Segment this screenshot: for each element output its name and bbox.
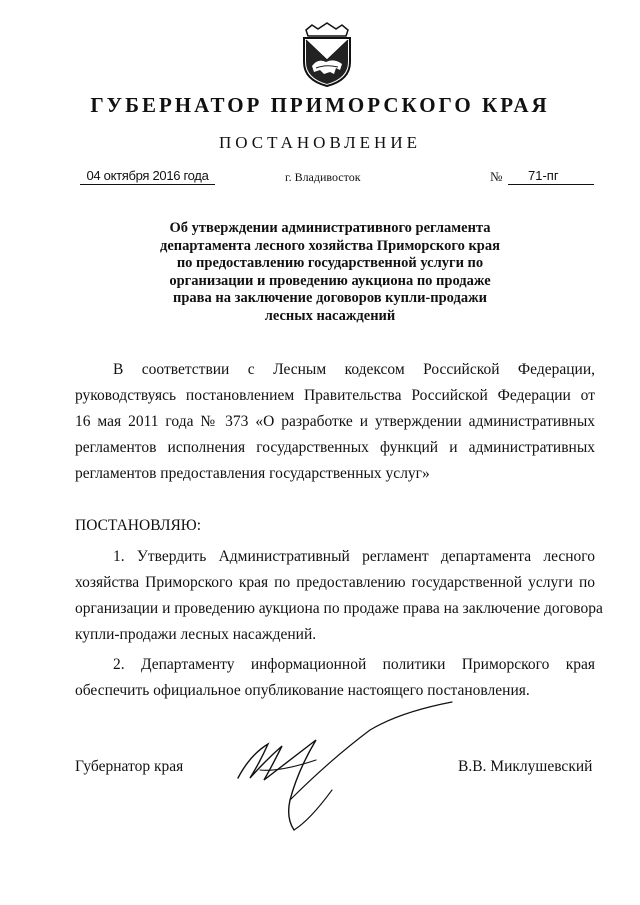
item-2-paragraph [75,652,595,704]
heading-line: права на заключение договоров купли-продажи [173,290,487,306]
heading-line: по предоставлению государственной услуги по [176,255,484,271]
handwritten-signature-icon [220,700,460,850]
coat-of-arms-icon [296,22,358,88]
paragraph-line: 2. Департаменту информационной политики Приморского края [113,656,595,673]
document-date: 04 октября 2016 года [80,168,215,185]
document-city: г. Владивосток [285,170,361,184]
paragraph-line: 16 мая 2011 года № 373 «О разработке и утверждении административных [75,413,595,430]
document-number: 71-пг [508,168,594,185]
heading-line: лесных насаждений [264,307,396,324]
paragraph-line: хозяйства Приморского края по предоставлению государственной услуги по [75,574,595,591]
issuer-title: ГУБЕРНАТОР ПРИМОРСКОГО КРАЯ [90,93,550,117]
paragraph-line: организации и проведению аукциона по продаже права на заключение договора [75,600,603,617]
paragraph-line: 1. Утвердить Административный регламент департамента лесного [113,548,595,565]
resolve-heading: ПОСТАНОВЛЯЮ: [75,517,202,534]
paragraph-line: обеспечить официальное опубликование настоящего постановления. [75,682,530,699]
item-1-paragraph [75,544,603,648]
signer-position: Губернатор края [75,758,184,775]
paragraph-line: регламентов исполнения государственных функций и административных [75,439,595,456]
paragraph-line: регламентов предоставления государственных услуг» [75,465,430,482]
signer-name: В.В. Миклушевский [458,758,593,775]
paragraph-line: В соответствии с Лесным кодексом Российской Федерации, [113,361,595,378]
heading-line: департамента лесного хозяйства Приморского края [160,237,500,254]
preamble-paragraph [75,357,595,487]
document-type: ПОСТАНОВЛЕНИЕ [218,133,421,152]
heading-line: организации и проведению аукциона по продаже [169,272,491,289]
paragraph-line: купли-продажи лесных насаждений. [75,626,317,643]
number-sign: № [490,169,503,184]
paragraph-line: руководствуясь постановлением Правительства Российской Федерации от [75,387,595,404]
heading-line: Об утверждении административного регламента [169,220,491,236]
document-heading [150,220,510,325]
